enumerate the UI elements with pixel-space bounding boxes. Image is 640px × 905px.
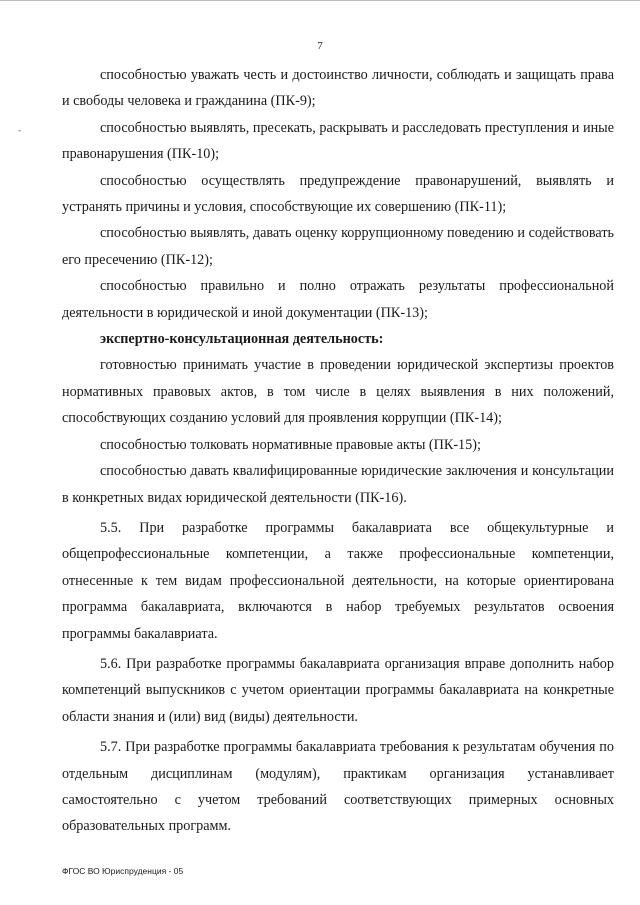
paragraph-5-5: 5.5. При разработке программы бакалавриата все общекультурные и общепрофессиональные компетенции, а также профессиональные компетенции, отнесенные к тем видам профессиональной деятельности, на которые ориентирована программа бакалавриата, включаются в набор требуемых результатов освоения программы бакалавриата.	[62, 519, 614, 642]
page-number: 7	[317, 40, 323, 52]
paragraph-pk12: способностью выявлять, давать оценку коррупционному поведению и содействовать его пресечению (ПК-12);	[62, 225, 614, 268]
page-footer: ФГОС ВО Юриспруденция - 05	[62, 866, 184, 876]
margin-mark: -	[18, 125, 21, 135]
paragraph-5-7: 5.7. При разработке программы бакалавриата требования к результатам обучения по отдельным дисциплинам (модулям), практикам организация устанавливает самостоятельно с учетом требований соответствующих примерных основных образовательных программ.	[62, 739, 614, 835]
scan-edge	[0, 0, 640, 1]
paragraph-pk16: способностью давать квалифицированные юридические заключения и консультации в конкретных видах юридической деятельности (ПК-16).	[62, 463, 614, 506]
paragraph-pk14: готовностью принимать участие в проведении юридической экспертизы проектов нормативных правовых актов, в том числе в целях выявления в них положений, способствующих созданию условий для проявления коррупции (ПК-14);	[62, 357, 614, 427]
paragraph-pk13: способностью правильно и полно отражать результаты профессиональной деятельности в юридической и иной документации (ПК-13);	[62, 278, 614, 321]
document-body	[62, 62, 614, 840]
paragraph-pk15: способностью толковать нормативные правовые акты (ПК-15);	[100, 436, 481, 453]
paragraph-pk11: способностью осуществлять предупреждение правонарушений, выявлять и устранять причины и условия, способствующие их совершению (ПК-11);	[62, 172, 614, 216]
paragraph-pk9: способностью уважать честь и достоинство личности, соблюдать и защищать права и свободы человека и гражданина (ПК-9);	[62, 67, 614, 110]
paragraph-5-6: 5.6. При разработке программы бакалавриата организация вправе дополнить набор компетенций выпускников с учетом ориентации программы бакалавриата на конкретные области знания и (или) вид (виды) деятельности.	[62, 655, 614, 725]
paragraph-pk10: способностью выявлять, пресекать, раскрывать и расследовать преступления и иные правонарушения (ПК-10);	[62, 119, 614, 163]
section-heading-expert: экспертно-консультационная деятельность:	[100, 331, 384, 348]
